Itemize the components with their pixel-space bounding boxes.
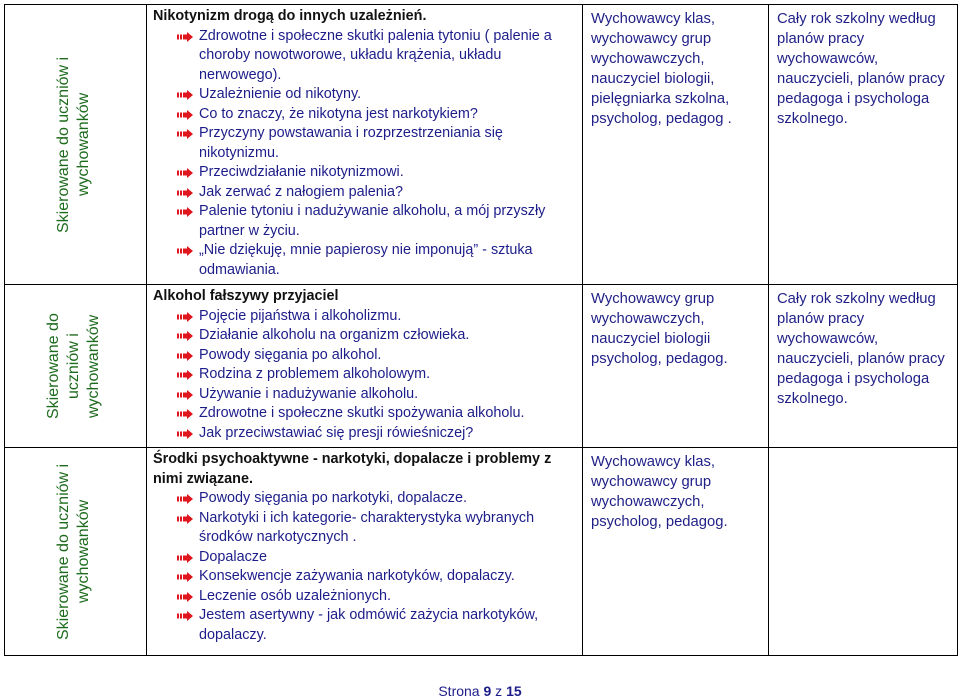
list-item — [153, 404, 574, 424]
plan-table — [4, 4, 958, 656]
list-item-text: Jak zerwać z nałogiem palenia? — [199, 183, 403, 200]
list-item-text: „Nie dziękuję, mnie papierosy nie imponują” - sztuka odmawiania. — [199, 242, 533, 278]
list-item — [153, 202, 574, 241]
red-arrow-icon — [177, 514, 193, 524]
topics-cell — [147, 285, 583, 448]
list-item — [153, 326, 574, 346]
list-item-text: Narkotyki i ich kategorie- charakterystyka wybranych środków narkotycznych . — [199, 509, 535, 545]
list-item — [153, 307, 574, 327]
list-item-text: Jestem asertywny - jak odmówić zażycia narkotyków, dopalaczy. — [199, 607, 539, 643]
responsible-cell: Wychowawcy klas, wychowawcy grup wychowawczych, nauczyciel biologii, pielęgniarka szkolna, psycholog, pedagog . — [583, 5, 769, 285]
list-item-text: Zdrowotne i społeczne skutki palenia tytoniu ( palenie a choroby nowotworowe, układu krążenia, układu nerwowego). — [199, 27, 552, 83]
list-item-text: Dopalacze — [199, 548, 267, 565]
list-item-text: Pojęcie pijaństwa i alkoholizmu. — [199, 307, 402, 324]
red-arrow-icon — [177, 370, 193, 380]
list-item — [153, 85, 574, 105]
responsible-cell: Wychowawcy klas, wychowawcy grup wychowawczych, psycholog, pedagog. — [583, 448, 769, 656]
list-item-text: Przyczyny powstawania i rozprzestrzeniania się nikotynizmu. — [199, 125, 503, 161]
topic-list — [153, 307, 574, 444]
table-row — [5, 448, 958, 656]
list-item — [153, 489, 574, 509]
topic-list — [153, 27, 574, 281]
footer-middle: z — [491, 683, 507, 699]
responsible-cell: Wychowawcy grup wychowawczych, nauczyciel biologii psycholog, pedagog. — [583, 285, 769, 448]
red-arrow-icon — [177, 409, 193, 419]
list-item — [153, 587, 574, 607]
list-item-text: Przeciwdziałanie nikotynizmowi. — [199, 164, 404, 180]
topics-cell — [147, 448, 583, 656]
list-item-text: Palenie tytoniu i nadużywanie alkoholu, a mój przyszły partner w życiu. — [199, 203, 546, 239]
red-arrow-icon — [177, 32, 193, 42]
red-arrow-icon — [177, 553, 193, 563]
list-item — [153, 241, 574, 280]
list-item — [153, 163, 574, 183]
list-item-text: Powody sięgania po alkohol. — [199, 346, 382, 363]
list-item-text: Powody sięgania po narkotyki, dopalacze. — [199, 490, 467, 506]
timeline-cell: Cały rok szkolny według planów pracy wychowawców, nauczycieli, planów pracy pedagoga i psychologa szkolnego. — [769, 5, 958, 285]
target-cell — [5, 285, 147, 448]
table-row — [5, 5, 958, 285]
list-item — [153, 548, 574, 568]
list-item — [153, 27, 574, 86]
list-item-text: Jak przeciwstawiać się presji rówieśniczej? — [199, 424, 474, 441]
list-item — [153, 509, 574, 548]
list-item — [153, 365, 574, 385]
red-arrow-icon — [177, 246, 193, 256]
target-cell — [5, 5, 147, 285]
list-item-text: Używanie i nadużywanie alkoholu. — [199, 385, 419, 402]
timeline-cell: Cały rok szkolny według planów pracy wychowawców, nauczycieli, planów pracy pedagoga i psychologa szkolnego. — [769, 285, 958, 448]
target-label: Skierowane do uczniów i wychowanków — [54, 463, 92, 640]
target-label: Skierowane do uczniów i wychowanków — [44, 313, 102, 419]
footer-prefix: Strona — [438, 683, 484, 699]
red-arrow-icon — [177, 572, 193, 582]
list-item — [153, 183, 574, 203]
topic-heading: Alkohol fałszywy przyjaciel — [153, 288, 339, 304]
timeline-cell — [769, 448, 958, 656]
topics-cell — [147, 5, 583, 285]
red-arrow-icon — [177, 168, 193, 178]
red-arrow-icon — [177, 129, 193, 139]
topic-heading: Środki psychoaktywne - narkotyki, dopalacze i problemy z nimi związane. — [153, 451, 552, 487]
red-arrow-icon — [177, 351, 193, 361]
red-arrow-icon — [177, 90, 193, 100]
topic-list — [153, 489, 574, 645]
list-item-text: Działanie alkoholu na organizm człowieka. — [199, 327, 470, 343]
footer-total: 15 — [506, 683, 522, 699]
list-item — [153, 606, 574, 645]
target-cell — [5, 448, 147, 656]
list-item — [153, 385, 574, 405]
list-item-text: Co to znaczy, że nikotyna jest narkotykiem? — [199, 105, 478, 122]
list-item-text: Rodzina z problemem alkoholowym. — [199, 366, 431, 382]
list-item — [153, 567, 574, 587]
target-label: Skierowane do uczniów i wychowanków — [54, 56, 92, 233]
list-item — [153, 346, 574, 366]
list-item-text: Konsekwencje zażywania narkotyków, dopalaczy. — [199, 568, 515, 584]
red-arrow-icon — [177, 390, 193, 400]
red-arrow-icon — [177, 110, 193, 120]
list-item — [153, 124, 574, 163]
red-arrow-icon — [177, 331, 193, 341]
red-arrow-icon — [177, 312, 193, 322]
list-item — [153, 424, 574, 444]
red-arrow-icon — [177, 188, 193, 198]
list-item — [153, 105, 574, 125]
red-arrow-icon — [177, 429, 193, 439]
page-footer — [0, 683, 960, 699]
list-item-text: Uzależnienie od nikotyny. — [199, 86, 362, 102]
footer-page: 9 — [483, 683, 492, 699]
list-item-text: Leczenie osób uzależnionych. — [199, 587, 392, 604]
red-arrow-icon — [177, 494, 193, 504]
topic-heading: Nikotynizm drogą do innych uzależnień. — [153, 8, 427, 24]
red-arrow-icon — [177, 207, 193, 217]
red-arrow-icon — [177, 592, 193, 602]
red-arrow-icon — [177, 611, 193, 621]
list-item-text: Zdrowotne i społeczne skutki spożywania alkoholu. — [199, 405, 525, 421]
table-row — [5, 285, 958, 448]
